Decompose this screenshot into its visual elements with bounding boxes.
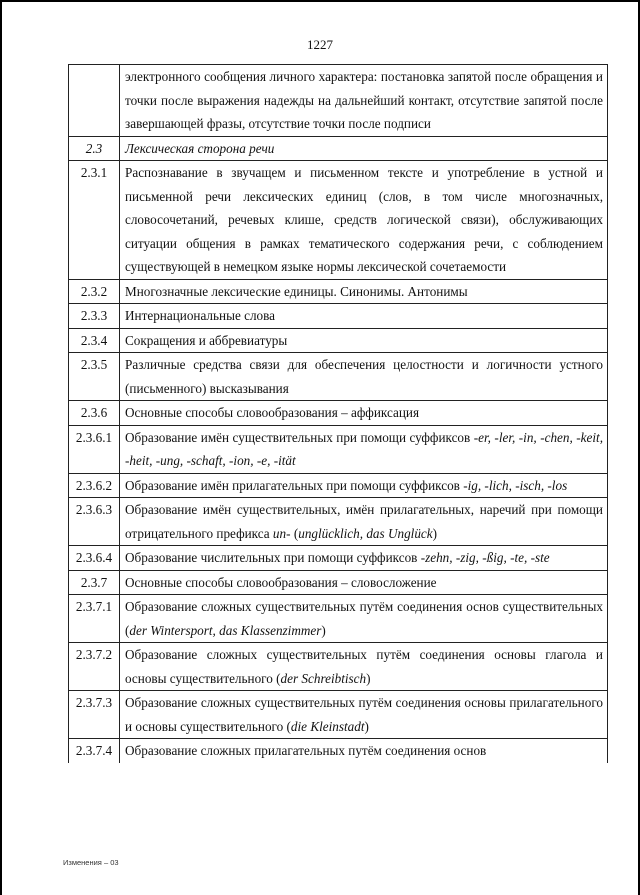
table-row	[69, 473, 608, 498]
italic-text: un-	[272, 525, 291, 541]
row-number: 2.3.6.4	[69, 546, 120, 571]
text-segment: Основные способы словообразования – словосложение	[125, 574, 437, 590]
row-number: 2.3.7.3	[69, 691, 120, 739]
row-number: 2.3.7.2	[69, 643, 120, 691]
table-row	[69, 401, 608, 426]
text-segment: Различные средства связи для обеспечения целостности и логичности устного (письменного) высказывания	[125, 357, 603, 396]
row-text	[120, 498, 608, 546]
row-number: 2.3	[69, 136, 120, 161]
row-text	[120, 691, 608, 739]
row-number: 2.3.2	[69, 279, 120, 304]
row-text	[120, 546, 608, 571]
table-row	[69, 65, 608, 137]
row-text	[120, 328, 608, 353]
text-segment: Образование сложных прилагательных путём соединения основ	[125, 743, 487, 758]
table-row	[69, 546, 608, 571]
row-number: 2.3.1	[69, 161, 120, 280]
text-segment: Распознавание в звучащем и письменном тексте и употребление в устной и письменной речи лексических единиц (слов, в том числе многозначных, словосочетаний, речевых клише, средств логической связи), обслуживающих ситуации общения в рамках тематического содержания речи, с соблюдением существующей в немецком языке нормы лексической сочетаемости	[125, 165, 603, 274]
row-text	[120, 304, 608, 329]
row-text	[120, 161, 608, 280]
table-row	[69, 425, 608, 473]
table-row	[69, 353, 608, 401]
row-text	[120, 473, 608, 498]
row-number: 2.3.7.4	[69, 739, 120, 763]
text-segment: Образование сложных существительных путём соединения основы прилагательного и основы существительного (	[125, 695, 603, 734]
table-row	[69, 304, 608, 329]
row-number: 2.3.5	[69, 353, 120, 401]
text-segment: Образование имён прилагательных при помощи суффиксов	[125, 477, 464, 493]
row-number: 2.3.7.1	[69, 595, 120, 643]
row-text	[120, 65, 608, 137]
row-number: 2.3.7	[69, 570, 120, 595]
table-row	[69, 279, 608, 304]
footer-revision: Изменения – 03	[63, 858, 119, 867]
scan-top-edge	[0, 0, 640, 2]
text-segment: Образование имён существительных, имён прилагательных, наречий при помощи отрицательного префикса	[125, 502, 603, 541]
italic-text: der Schreibtisch	[280, 670, 367, 686]
row-text	[120, 279, 608, 304]
text-segment: )	[364, 718, 369, 734]
text-segment: Лексическая сторона речи	[125, 140, 275, 156]
text-segment: )	[366, 670, 371, 686]
table-row	[69, 739, 608, 763]
row-number	[69, 65, 120, 137]
text-segment: (	[290, 525, 299, 541]
italic-text: unglücklich, das Unglück	[298, 525, 433, 541]
text-segment: Образование имён существительных при помощи суффиксов	[125, 429, 474, 445]
curriculum-table	[68, 64, 608, 763]
italic-text: die Kleinstadt	[290, 718, 365, 734]
text-segment: Интернациональные слова	[125, 308, 276, 323]
text-segment: )	[321, 622, 326, 638]
text-segment: электронного сообщения личного характера: постановка запятой после обращения и точки после выражения надежды на дальнейший контакт, отсутствие запятой после завершающей фразы, отсутствие точки после подписи	[125, 69, 603, 131]
row-number: 2.3.3	[69, 304, 120, 329]
row-number: 2.3.6.2	[69, 473, 120, 498]
row-text	[120, 595, 608, 643]
text-segment: Образование сложных существительных путём соединения основы глагола и основы существительного (	[125, 647, 603, 686]
table-row	[69, 595, 608, 643]
row-text	[120, 643, 608, 691]
text-segment: Образование числительных при помощи суффиксов	[125, 550, 421, 565]
page-number: 1227	[307, 37, 333, 52]
italic-text: -er, -ler, -in, -chen, -keit, -heit, -ung, -schaft, -ion, -e, -ität	[125, 429, 603, 468]
row-text	[120, 570, 608, 595]
table-row	[69, 498, 608, 546]
text-segment: Образование сложных существительных путём соединения основ существительных (	[125, 599, 603, 638]
row-text	[120, 739, 608, 763]
row-number: 2.3.6.3	[69, 498, 120, 546]
curriculum-table-body	[69, 65, 608, 763]
text-segment: )	[432, 525, 438, 541]
row-number: 2.3.6.1	[69, 425, 120, 473]
scan-left-edge	[0, 0, 2, 895]
italic-text: -zehn, -zig, -ßig, -te, -ste	[420, 550, 550, 565]
row-text	[120, 136, 608, 161]
table-row	[69, 643, 608, 691]
text-segment: Многозначные лексические единицы. Синонимы. Антонимы	[125, 283, 468, 299]
table-row	[69, 570, 608, 595]
row-text	[120, 353, 608, 401]
row-text	[120, 425, 608, 473]
table-row	[69, 691, 608, 739]
italic-text: -ig, -lich, -isch, -los	[463, 477, 568, 493]
table-row	[69, 161, 608, 280]
row-number: 2.3.6	[69, 401, 120, 426]
row-text	[120, 401, 608, 426]
table-row	[69, 136, 608, 161]
table-row	[69, 328, 608, 353]
italic-text: der Wintersport, das Klassenzimmer	[129, 622, 322, 638]
text-segment: Основные способы словообразования – аффиксация	[125, 405, 420, 420]
text-segment: Сокращения и аббревиатуры	[125, 332, 288, 348]
row-number: 2.3.4	[69, 328, 120, 353]
